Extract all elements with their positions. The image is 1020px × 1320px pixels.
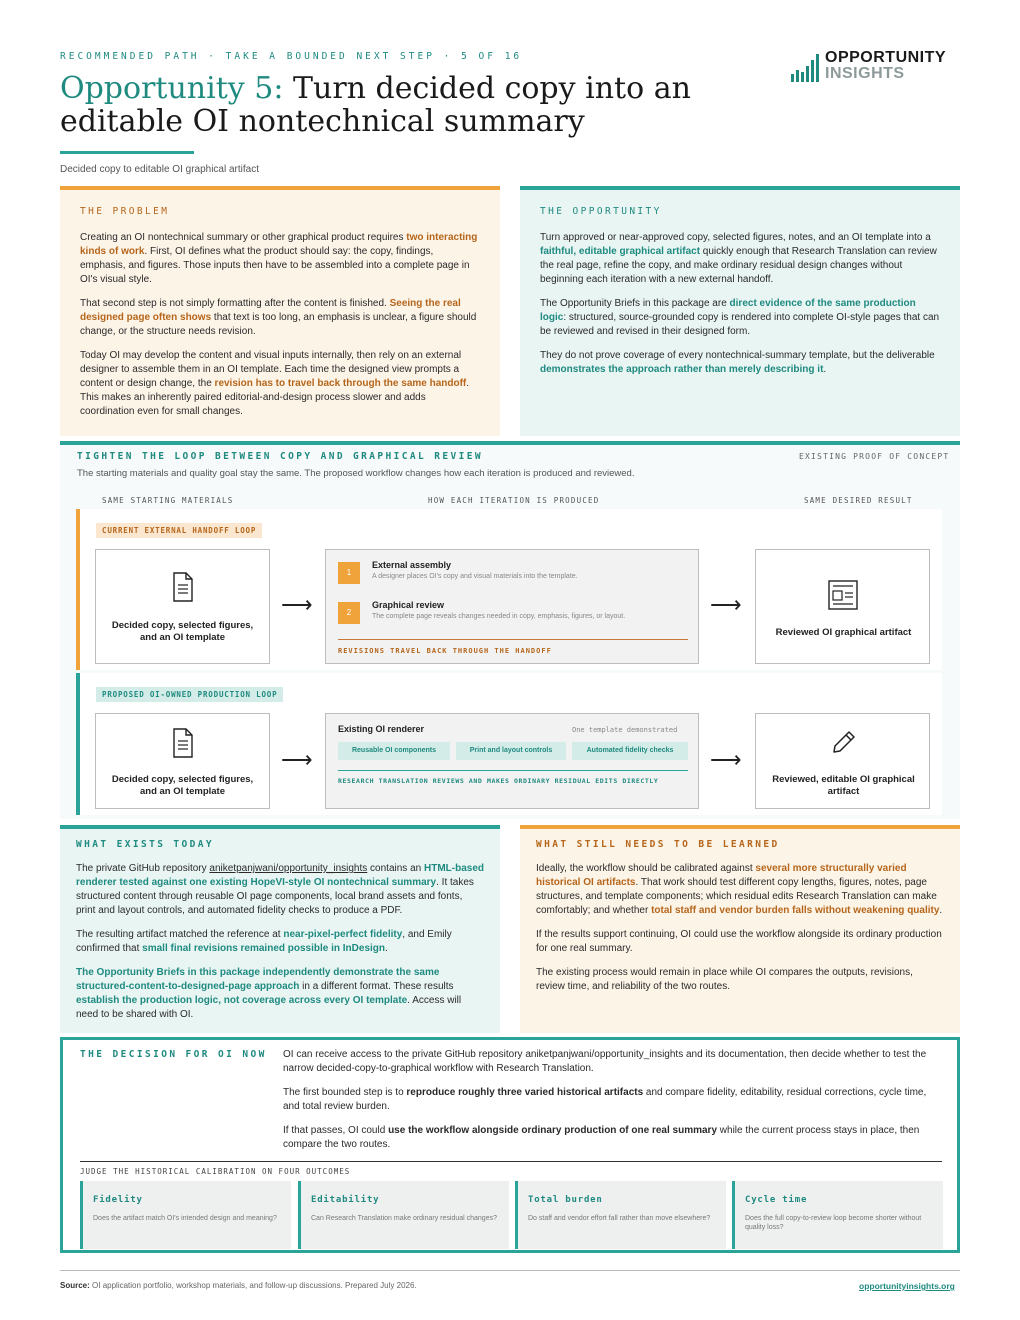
current-loop-tag: CURRENT EXTERNAL HANDOFF LOOP bbox=[96, 523, 262, 538]
decision-panel bbox=[60, 1037, 960, 1253]
step-1-title: External assembly bbox=[372, 560, 452, 570]
learn-para-2: If the results support continuing, OI could use the workflow alongside its ordinary production for one real summary. bbox=[536, 929, 942, 954]
problem-para-3: Today OI may develop the content and visual inputs internally, then rely on an external designer to assemble them in an OI template. Each time the designed view prompts a content or design change, the revision has to travel back through the same handoff. This makes an inherently paired editorial-and-design process slower and adds coordination even for small changes. bbox=[80, 350, 470, 417]
title-line2: editable OI nontechnical summary bbox=[60, 104, 585, 139]
proposed-result-label: Reviewed, editable OI graphical artifact bbox=[772, 774, 915, 797]
outcome-title: Cycle time bbox=[745, 1195, 808, 1205]
handoff-rule bbox=[338, 639, 688, 640]
current-input-box bbox=[95, 549, 270, 664]
document-icon bbox=[172, 728, 194, 758]
today-para-1: The private GitHub repository aniketpanjwani/opportunity_insights contains an HTML-based renderer tested against one existing HopeVI-style OI nontechnical summary. It takes structured content through reusable OI page components, local brand assets and fonts, print and layout controls, and automated fidelity checks to produce a PDF. bbox=[76, 863, 484, 916]
problem-para-2: That second step is not simply formatting after the content is finished. Seeing the real designed page often shows that text is too long, an emphasis is unclear, a figure should change, or the structure needs revision. bbox=[80, 298, 477, 337]
footer-website-link[interactable]: opportunityinsights.org bbox=[859, 1281, 955, 1291]
title-rule bbox=[60, 151, 194, 154]
learn-para-3: The existing process would remain in place while OI compares the outputs, revisions, review time, and reliability of the two routes. bbox=[536, 967, 913, 992]
learn-panel bbox=[520, 825, 960, 1033]
renderer-title: Existing OI renderer bbox=[338, 724, 425, 734]
step-2-badge: 2 bbox=[338, 602, 360, 624]
opportunity-para-2: The Opportunity Briefs in this package are direct evidence of the same production logic: structured, source-grounded copy is rendered into complete OI-style pages that can be reviewed and revised in their designed form. bbox=[540, 298, 940, 337]
current-loop-note: REVISIONS TRAVEL BACK THROUGH THE HANDOFF bbox=[338, 647, 552, 655]
problem-panel bbox=[60, 186, 500, 436]
problem-para-1: Creating an OI nontechnical summary or other graphical product requires two interacting kinds of work. First, OI defines what the product should say: the copy, findings, emphasis, and figures. Those inputs then have to be assembled into a complete page in OI's visual style. bbox=[80, 232, 478, 285]
outcome-title: Total burden bbox=[528, 1195, 603, 1205]
outcome-desc: Do staff and vendor effort fall rather than move elsewhere? bbox=[528, 1215, 711, 1222]
logo-line2: INSIGHTS bbox=[825, 65, 905, 82]
loop-intro: The starting materials and quality goal stay the same. The proposed workflow changes how each iteration is produced and reviewed. bbox=[77, 468, 635, 479]
oi-logo bbox=[791, 50, 961, 82]
title-prefix: Opportunity 5: bbox=[60, 71, 284, 106]
chip-reusable-components: Reusable OI components bbox=[338, 742, 450, 760]
logo-line1: OPPORTUNITY bbox=[825, 49, 947, 66]
arrow-right-icon: ⟶ bbox=[281, 747, 313, 772]
chip-fidelity-checks: Automated fidelity checks bbox=[572, 742, 688, 760]
pencil-icon bbox=[830, 728, 858, 756]
opportunity-para-1: Turn approved or near-approved copy, selected figures, notes, and an OI template into a faithful, editable graphical artifact quickly enough that Research Translation can review the real page, refine the copy, and make ordinary residual design changes without beginning each iteration with a new external handoff. bbox=[540, 232, 937, 285]
today-panel bbox=[60, 825, 500, 1033]
current-process-box bbox=[325, 549, 699, 664]
opportunity-para-3: They do not prove coverage of every nontechnical-summary template, but the deliverable demonstrates the approach rather than merely describing it. bbox=[540, 350, 935, 375]
outcome-fidelity bbox=[80, 1181, 291, 1249]
outcome-title: Fidelity bbox=[93, 1195, 143, 1205]
chip-print-layout: Print and layout controls bbox=[456, 742, 566, 760]
step-1-badge: 1 bbox=[338, 562, 360, 584]
outcome-desc: Does the full copy-to-review loop become shorter without quality loss? bbox=[745, 1215, 922, 1231]
decision-para-1: OI can receive access to the private GitHub repository aniketpanjwani/opportunity_insights and its documentation, then decide whether to test the narrow decided-copy-to-graphical workflow with Research Translation. bbox=[283, 1049, 927, 1074]
repo-link[interactable]: aniketpanjwani/opportunity_insights bbox=[209, 863, 368, 874]
decision-body bbox=[283, 1048, 945, 1162]
renderer-note: One template demonstrated bbox=[572, 726, 678, 734]
page-subtitle: Decided copy to editable OI graphical artifact bbox=[60, 164, 259, 175]
current-input-label: Decided copy, selected figures, and an OI template bbox=[111, 620, 254, 643]
outcome-title: Editability bbox=[311, 1195, 380, 1205]
loop-heading: TIGHTEN THE LOOP BETWEEN COPY AND GRAPHICAL REVIEW bbox=[77, 451, 483, 462]
proposed-input-box bbox=[95, 713, 270, 809]
arrow-right-icon: ⟶ bbox=[710, 592, 742, 617]
col-label-process: HOW EACH ITERATION IS PRODUCED bbox=[428, 496, 600, 505]
proposed-input-label: Decided copy, selected figures, and an OI template bbox=[111, 774, 254, 797]
step-2-desc: The complete page reveals changes needed in copy, emphasis, figures, or layout. bbox=[372, 613, 626, 620]
title-line1: Turn decided copy into an bbox=[292, 71, 691, 106]
proposed-loop-note: RESEARCH TRANSLATION REVIEWS AND MAKES ORDINARY RESIDUAL EDITS DIRECTLY bbox=[338, 777, 659, 785]
today-heading: WHAT EXISTS TODAY bbox=[76, 839, 215, 850]
outcome-desc: Does the artifact match OI's intended design and meaning? bbox=[93, 1215, 277, 1222]
opportunity-heading: THE OPPORTUNITY bbox=[540, 206, 662, 217]
proposed-process-box bbox=[325, 713, 699, 809]
renderer-rule bbox=[338, 770, 688, 771]
today-para-3: The Opportunity Briefs in this package independently demonstrate the same structured-content-to-designed-page approach in a different format. These results establish the production logic, not coverage across every OI template. Access will need to be shared with OI. bbox=[76, 967, 462, 1020]
page-kicker: RECOMMENDED PATH · TAKE A BOUNDED NEXT STEP · 5 OF 16 bbox=[60, 51, 523, 62]
col-label-result: SAME DESIRED RESULT bbox=[804, 496, 913, 505]
decision-para-3: If that passes, OI could use the workflow alongside ordinary production of one real summary while the current process stays in place, then compare the two routes. bbox=[283, 1125, 920, 1150]
decision-heading: THE DECISION FOR OI NOW bbox=[80, 1049, 267, 1060]
current-result-label: Reviewed OI graphical artifact bbox=[775, 627, 912, 638]
outcome-desc: Can Research Translation make ordinary residual changes? bbox=[311, 1215, 497, 1222]
document-icon bbox=[172, 572, 194, 602]
page-title bbox=[60, 72, 760, 138]
arrow-right-icon: ⟶ bbox=[710, 747, 742, 772]
step-2-title: Graphical review bbox=[372, 600, 445, 610]
outcomes-rule bbox=[80, 1161, 942, 1162]
decision-para-2: The first bounded step is to reproduce roughly three varied historical artifacts and compare fidelity, editability, residual corrections, cycle time, and total review burden. bbox=[283, 1087, 927, 1112]
footer-rule bbox=[60, 1270, 960, 1271]
outcome-editability bbox=[298, 1181, 509, 1249]
opportunity-panel bbox=[520, 186, 960, 436]
today-para-2: The resulting artifact matched the reference at near-pixel-perfect fidelity, and Emily confirmed that small final revisions remained possible in InDesign. bbox=[76, 929, 452, 954]
learn-para-1: Ideally, the workflow should be calibrated against several more structurally varied historical OI artifacts. That work should test different copy lengths, figures, notes, page structures, and template components; which residual edits Research Translation can make comfortably; and whether total staff and vendor burden falls without weakening quality. bbox=[536, 863, 943, 916]
proposed-loop-tag: PROPOSED OI-OWNED PRODUCTION LOOP bbox=[96, 687, 283, 702]
layout-document-icon bbox=[828, 580, 858, 610]
problem-heading: THE PROBLEM bbox=[80, 206, 170, 217]
outcomes-heading: JUDGE THE HISTORICAL CALIBRATION ON FOUR OUTCOMES bbox=[80, 1167, 351, 1176]
current-result-box bbox=[755, 549, 930, 664]
learn-heading: WHAT STILL NEEDS TO BE LEARNED bbox=[536, 839, 780, 850]
outcome-total-burden bbox=[515, 1181, 726, 1249]
arrow-right-icon: ⟶ bbox=[281, 592, 313, 617]
logo-bars-icon bbox=[791, 54, 819, 82]
col-label-materials: SAME STARTING MATERIALS bbox=[102, 496, 234, 505]
proposed-result-box bbox=[755, 713, 930, 809]
loop-proof-label: EXISTING PROOF OF CONCEPT bbox=[799, 452, 950, 461]
outcome-cycle-time bbox=[732, 1181, 943, 1249]
footer-source: Source: OI application portfolio, workshop materials, and follow-up discussions. Prepared July 2026. bbox=[60, 1281, 417, 1290]
step-1-desc: A designer places OI's copy and visual materials into the template. bbox=[372, 573, 578, 580]
